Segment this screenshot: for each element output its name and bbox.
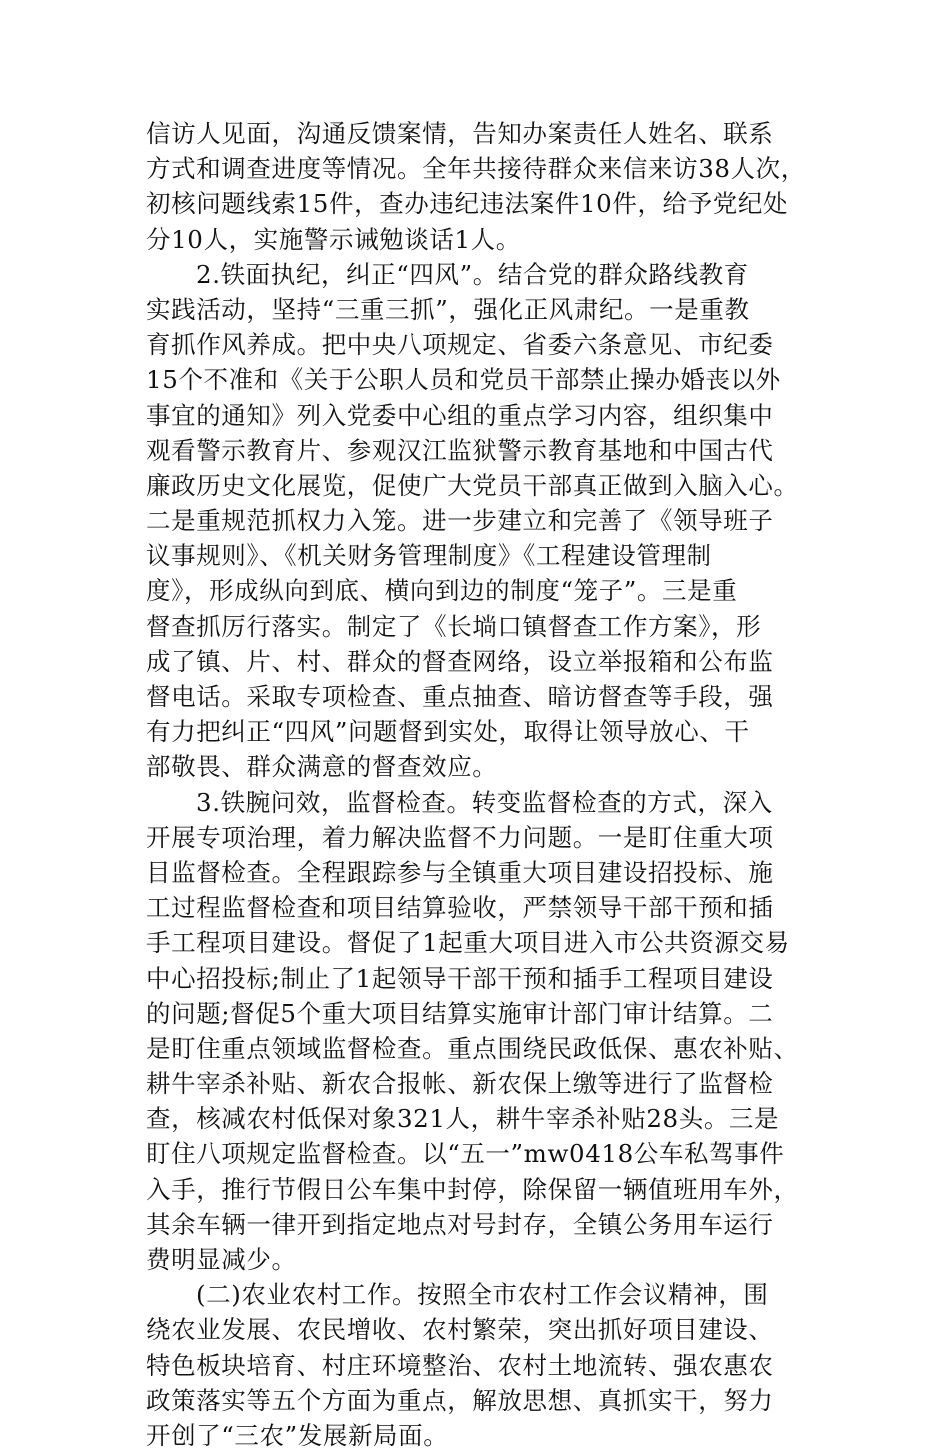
text-line: 信访人见面，沟通反馈案情，告知办案责任人姓名、联系 xyxy=(146,119,774,148)
document-body xyxy=(146,116,806,1453)
text-line: 目监督检查。全程跟踪参与全镇重大项目建设招投标、施 xyxy=(146,857,774,887)
paragraph-start-line: (二)农业农村工作。按照全市农村工作会议精神，围 xyxy=(196,1280,769,1310)
text-line: 15个不准和《关于公职人员和党员干部禁止操办婚丧以外 xyxy=(146,365,781,395)
text-line: 查，核减农村低保对象321人，耕牛宰杀补贴28头。三是 xyxy=(146,1104,780,1134)
text-line: 的问题;督促5个重大项目结算实施审计部门审计结算。二 xyxy=(146,998,774,1028)
text-line: 议事规则》、《机关财务管理制度》《工程建设管理制 xyxy=(146,541,712,571)
text-line: 分10人，实施警示诫勉谈话1人。 xyxy=(146,224,521,254)
text-line: 开创了“三农”发展新局面。 xyxy=(146,1420,449,1450)
text-line: 有力把纠正“四风”问题督到实处，取得让领导放心、干 xyxy=(146,717,750,747)
text-line: 绕农业发展、农民增收、农村繁荣，突出抓好项目建设、 xyxy=(146,1315,774,1345)
text-line: 观看警示教育片、参观汉江监狱警示教育基地和中国古代 xyxy=(146,435,774,465)
text-line: 二是重规范抓权力入笼。进一步建立和完善了《领导班子 xyxy=(146,506,774,536)
text-line: 度》，形成纵向到底、横向到边的制度“笼子”。三是重 xyxy=(146,576,738,606)
paragraph-start-line: 2.铁面执纪，纠正“四风”。结合党的群众路线教育 xyxy=(196,259,749,289)
text-line: 是盯住重点领域监督检查。重点围绕民政低保、惠农补贴、 xyxy=(146,1033,799,1063)
text-line: 盯住八项规定监督检查。以“五一”mw0418公车私驾事件 xyxy=(146,1139,785,1169)
text-line: 部敬畏、群众满意的督查效应。 xyxy=(146,752,498,782)
text-line: 手工程项目建设。督促了1起重大项目进入市公共资源交易 xyxy=(146,928,790,958)
text-line: 耕牛宰杀补贴、新农合报帐、新农保上缴等进行了监督检 xyxy=(146,1069,774,1099)
text-line: 政策落实等五个方面为重点，解放思想、真抓实干，努力 xyxy=(146,1385,774,1415)
text-line: 中心招投标;制止了1起领导干部干预和插手工程项目建设 xyxy=(146,963,774,993)
text-line: 工过程监督检查和项目结算验收，严禁领导干部干预和插 xyxy=(146,893,774,923)
text-line: 特色板块培育、村庄环境整治、农村土地流转、强农惠农 xyxy=(146,1350,774,1380)
text-line: 育抓作风养成。把中央八项规定、省委六条意见、市纪委 xyxy=(146,330,774,360)
paragraph-start-line: 3.铁腕问效，监督检查。转变监督检查的方式，深入 xyxy=(196,787,773,817)
text-line: 督电话。采取专项检查、重点抽查、暗访督查等手段，强 xyxy=(146,682,774,711)
text-line: 实践活动，坚持“三重三抓”，强化正风肃纪。一是重教 xyxy=(146,294,750,324)
text-line: 入手，推行节假日公车集中封停，除保留一辆值班用车外， xyxy=(146,1174,799,1204)
text-line: 成了镇、片、村、群众的督查网络，设立举报箱和公布监 xyxy=(146,646,774,676)
text-line: 事宜的通知》列入党委中心组的重点学习内容，组织集中 xyxy=(146,400,774,430)
text-line: 方式和调查进度等情况。全年共接待群众来信来访38人次， xyxy=(146,154,806,184)
text-line: 督查抓厉行落实。制定了《长埫口镇督查工作方案》，形 xyxy=(146,611,762,641)
text-line: 初核问题线索15件，查办违纪违法案件10件，给予党纪处 xyxy=(146,189,789,219)
text-line: 费明显减少。 xyxy=(146,1245,297,1274)
text-line: 廉政历史文化展览，促使广大党员干部真正做到入脑入心。 xyxy=(146,470,799,500)
text-line: 开展专项治理，着力解决监督不力问题。一是盯住重大项 xyxy=(146,822,774,852)
text-line: 其余车辆一律开到指定地点对号封存，全镇公务用车运行 xyxy=(146,1209,774,1239)
